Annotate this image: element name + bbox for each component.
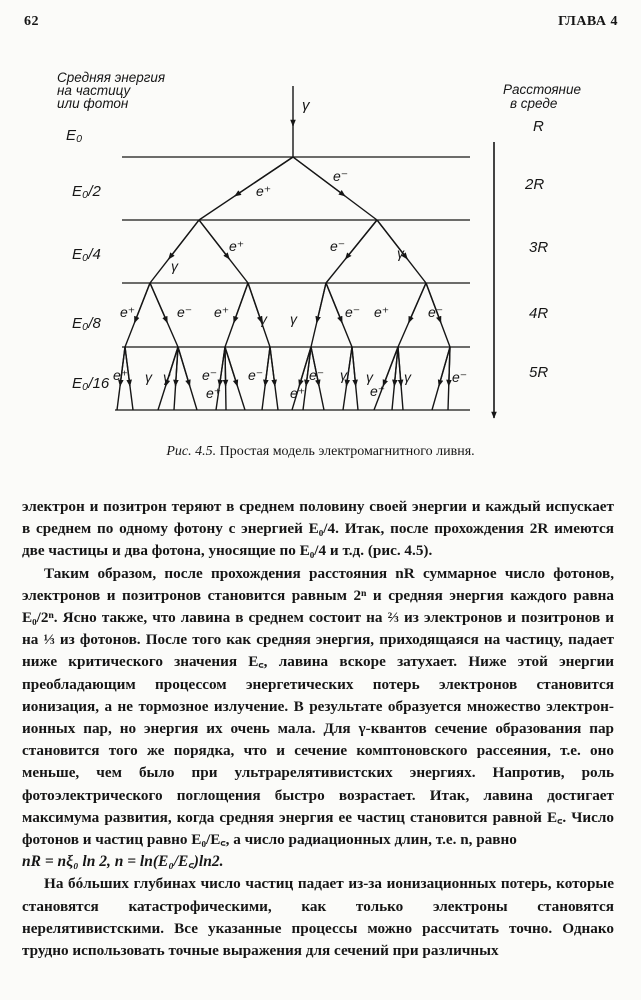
label-l3-6: e⁺ [374, 304, 390, 320]
label-l3-2: e⁺ [214, 304, 230, 320]
branch-l4-6-arrow [225, 347, 226, 386]
body-text [22, 496, 614, 962]
branch-l4-4-arrow [178, 347, 190, 386]
branch-l3-0-arrow [135, 283, 151, 323]
branch-l3-6-arrow [409, 283, 426, 323]
branch-l4-5-arrow [219, 347, 225, 386]
energy-label-4: E₀/16 [72, 375, 110, 392]
distance-label-2: 3R [529, 239, 549, 256]
label-l4-4: e⁺ [206, 385, 222, 401]
label-l4-1: γ [145, 369, 152, 385]
label-l2-0: γ [171, 258, 178, 274]
distance-axis-title-2: в среде [510, 96, 558, 111]
chapter-title: ГЛАВА 4 [558, 14, 618, 29]
paragraph-2: Таким образом, после прохождения расстояния nR суммарное число фотонов, электронов и позитронов становится равным 2ⁿ и средняя энергия каждого равна E₀/2ⁿ. Ясно также, что лавина в среднем состоит на ⅔ из электронов и позитронов и на ⅓ из фотонов. После того как средняя энергия, приходящаяся на частицу, падает ниже критического значения E꜀, лавина вскоре затухает. Ниже этой энергии преобладающим процессом энергетических потерь электронов становится ионизация, а не тормозное излучение. В результате образуется множество электрон-ионных пар, но энергия их очень мала. Для γ-квантов сечение образования пар становится того же порядка, что и сечение комптоновского рассеяния, т.е. оно меньше, чем было при ультрарелятивистских энергиях. Напротив, роль фотоэлектрического поглощения быстро возрастает. Итак, лавина достигает максимума развития, когда средняя энергия ее частиц становится равной E꜀. Число фотонов и частиц равно E₀/E꜀, а число радиационных длин, т.е. n, равно [22, 564, 614, 849]
branch-l2-0-arrow [169, 220, 199, 259]
label-l2-2: e⁻ [330, 238, 346, 254]
branch-l4-8-arrow [265, 347, 270, 386]
branch-l3-2-arrow [234, 283, 248, 323]
energy-axis-title-1: Средняя энергия [57, 70, 166, 85]
label-l4-0: e⁺ [113, 367, 129, 383]
formula: nR = nξ₀ ln 2, n = ln(E₀/E꜀)ln2. [22, 853, 224, 871]
figure-caption [0, 444, 641, 460]
distance-label-3: 4R [529, 305, 549, 322]
branch-l3-4-arrow [317, 283, 326, 323]
energy-label-3: E₀/8 [72, 315, 101, 332]
branch-l4-9-arrow [270, 347, 275, 386]
caption-text: Простая модель электромагнитного ливня. [219, 444, 475, 459]
label-l2-1: e⁺ [229, 238, 245, 254]
label-l4-10: e⁺ [370, 383, 386, 399]
distance-label-4: 5R [529, 364, 549, 381]
energy-axis-title-3: или фотон [57, 96, 129, 111]
page-number: 62 [24, 14, 39, 29]
label-l4-11: γ [404, 369, 411, 385]
distance-axis-title-1: Расстояние [503, 82, 581, 97]
label-l4-6: e⁺ [290, 385, 306, 401]
branch-l4-17-arrow [398, 347, 401, 386]
label-l3-0: e⁺ [120, 304, 136, 320]
caption-label: Рис. 4.5. [166, 444, 217, 459]
label-l3-1: e⁻ [177, 304, 193, 320]
branch-l3-5-arrow [326, 283, 342, 323]
incoming-photon-label: γ [302, 97, 310, 114]
label-l1-1: e⁻ [333, 168, 349, 184]
branch-l3-1-arrow [150, 283, 167, 323]
paragraph-1: электрон и позитрон теряют в среднем половину своей энергии и каждый испускает в среднем по одному фотону с энергией E₀/4. Итак, после прохождения 2R имеются две частицы и два фотона, уносящие по E₀/4 и т.д. (рис. 4.5). [22, 498, 614, 560]
label-l3-7: e⁻ [428, 304, 444, 320]
shower-diagram [0, 0, 641, 440]
branch-l4-7-arrow [225, 347, 237, 386]
label-l4-12: e⁻ [452, 369, 468, 385]
label-l4-5: e⁻ [248, 367, 264, 383]
label-l4-3: e⁻ [202, 367, 218, 383]
label-l4-7: e⁻ [309, 367, 325, 383]
paragraph-3: На бóльших глубинах число частиц падает из-за ионизационных потерь, которые становятся катастрофическими, как только электроны становятся нерелятивистскими. Все указанные процессы можно рассчитать точно. Однако трудно использовать точные выражения для сечений при различных [22, 875, 614, 960]
energy-axis-title-2: на частицу [57, 83, 131, 98]
distance-label-1: 2R [525, 176, 545, 193]
branch-l2-2-arrow [345, 220, 377, 259]
energy-label-2: E₀/4 [72, 246, 101, 263]
label-l4-9: γ [366, 369, 373, 385]
label-l4-2: γ [163, 369, 170, 385]
label-l3-5: e⁻ [345, 304, 361, 320]
branch-l4-13-arrow [346, 347, 352, 386]
branch-l4-14-arrow [352, 347, 356, 386]
label-l3-3: γ [260, 311, 267, 327]
distance-label-0: R [533, 118, 544, 135]
label-l1-0: e⁺ [256, 183, 272, 199]
label-l4-8: γ [340, 367, 347, 383]
label-l3-4: γ [290, 311, 297, 327]
label-l2-3: γ [397, 245, 404, 261]
energy-label-1: E₀/2 [72, 183, 101, 200]
branch-l2-1-arrow [199, 220, 229, 259]
energy-label-0: E₀ [66, 127, 83, 144]
